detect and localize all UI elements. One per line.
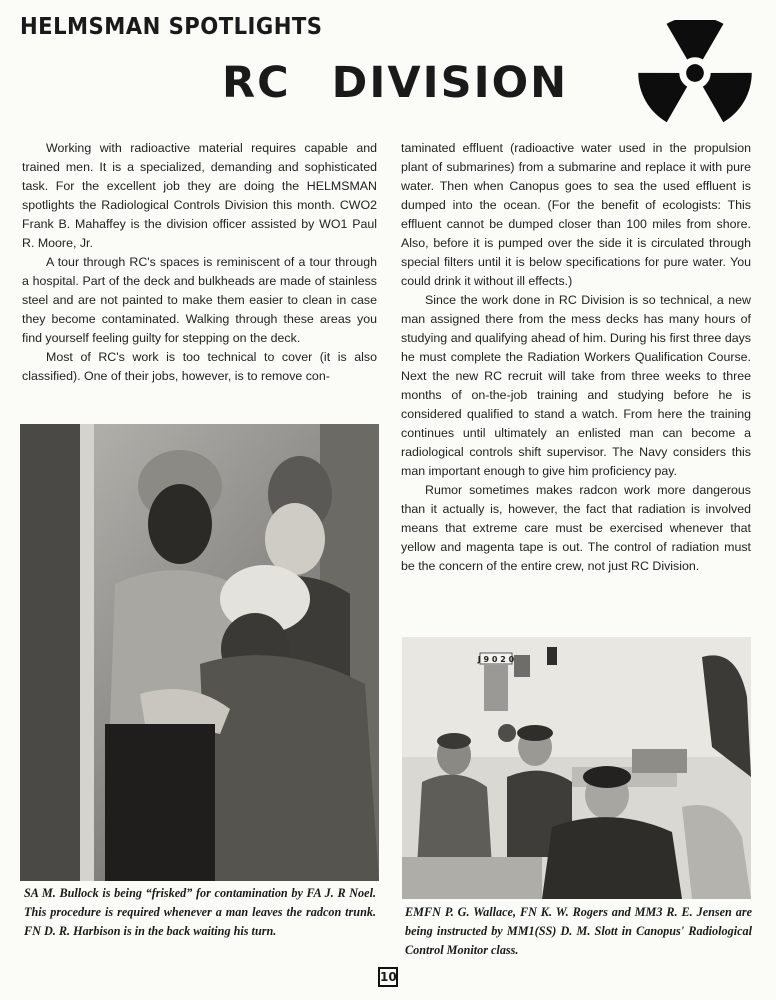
photo-frisking-caption: SA M. Bullock is being “frisked” for contamination by FA J. R Noel. This procedure is required whenever a man leaves the radcon trunk. FN D. R. Harbison is in the back waiting his turn. — [24, 886, 376, 938]
radiation-trefoil-icon — [636, 20, 754, 128]
photo-frisking — [20, 424, 379, 881]
page-number: 10 — [378, 967, 398, 987]
photo-monitor-class — [402, 637, 751, 899]
article-paragraph: Rumor sometimes makes radcon work more dangerous than it actually is, however, the fact that radiation is involved means that extreme care must be exercised whenever that yellow and magenta tape is out. The control of radiation must be the concern of the entire crew, not just RC Division. — [401, 483, 751, 573]
photo-monitor-class-image — [402, 637, 751, 899]
article-paragraph: Since the work done in RC Division is so technical, a new man assigned there from the mess decks has many hours of studying and qualifying ahead of him. During his first three days he must complete the Radiation Workers Qualification Course. Next the new RC recruit will take from three weeks to three months of on-the-job training and studying before he is considered qualified to stand a watch. From here the training continues until ultimately an enlisted man can become a radiological controls shift supervisor. The Navy considers this man important enough to give him proficiency pay. — [401, 293, 751, 478]
page-title: RC DIVISION — [222, 58, 569, 108]
article-column-right — [401, 139, 751, 576]
article-column-left — [22, 139, 377, 386]
article-paragraph: Most of RC's work is too technical to cover (it is also classified). One of their jobs, however, is to remove con- — [22, 350, 377, 383]
photo-monitor-class-caption: EMFN P. G. Wallace, FN K. W. Rogers and MM3 R. E. Jensen are being instructed by MM1(SS) D. M. Slott in Canopus' Radiological Control Monitor class. — [405, 905, 752, 957]
photo-frisking-image — [20, 424, 379, 881]
photo-monitor-class-sign: J 9 0 2 0 — [477, 655, 515, 664]
section-kicker: HELMSMAN SPOTLIGHTS — [20, 14, 323, 40]
article-paragraph: A tour through RC's spaces is reminiscent of a tour through a hospital. Part of the deck and bulkheads are made of stainless steel and are not painted to make them easier to clean in case they become contaminated. Walking through these areas you find yourself feeling guilty for stepping on the deck. — [22, 255, 377, 345]
article-paragraph: Working with radioactive material requires capable and trained men. It is a specialized, demanding and sophisticated task. For the excellent job they are doing the HELMSMAN spotlights the Radiological Controls Division this month. CWO2 Frank B. Mahaffey is the division officer assisted by WO1 Paul R. Moore, Jr. — [22, 141, 377, 250]
article-paragraph: taminated effluent (radioactive water used in the propulsion plant of submarines) from a submarine and replace it with pure water. Then when Canopus goes to sea the used effluent is dumped into the ocean. (For the benefit of ecologists: This effluent cannot be dumped closer than 100 miles from shore. Also, before it is pumped over the side it is circulated through special filters until it is below specifications for pure water. You could drink it without ill effects.) — [401, 141, 751, 288]
